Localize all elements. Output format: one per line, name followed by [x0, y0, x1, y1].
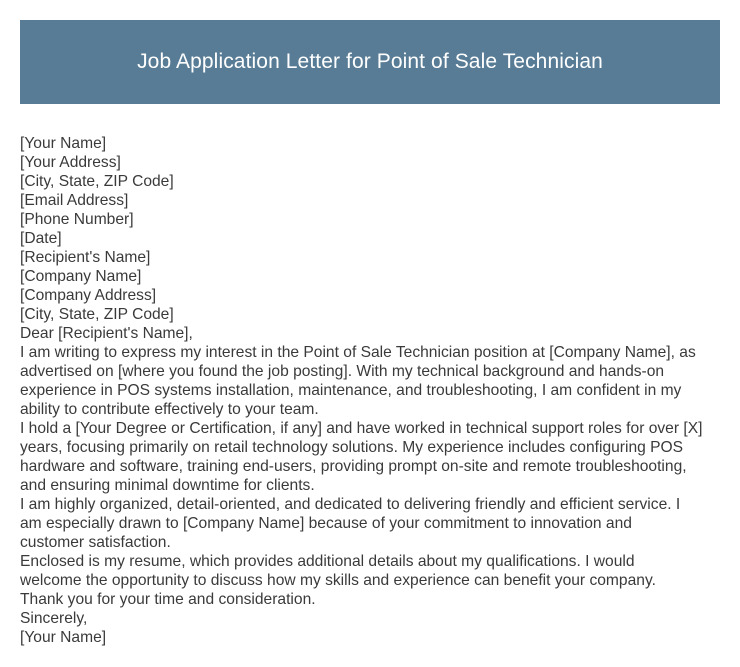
- paragraph-1-line-2: advertised on [where you found the job posting]. With my technical background and hands-on: [20, 363, 665, 380]
- paragraph-3-line-3: customer satisfaction.: [20, 534, 171, 551]
- paragraph-4-line-1: Enclosed is my resume, which provides additional details about my qualifications. I would: [20, 553, 635, 570]
- sender-phone: [Phone Number]: [20, 211, 134, 228]
- page-title: Job Application Letter for Point of Sale Technician: [137, 50, 603, 73]
- paragraph-2-line-1: I hold a [Your Degree or Certification, if any] and have worked in technical support roles for over [X]: [20, 420, 703, 437]
- recipient-name: [Recipient's Name]: [20, 249, 151, 266]
- paragraph-2-line-4: and ensuring minimal downtime for clients.: [20, 477, 315, 494]
- paragraph-3-line-2: am especially drawn to [Company Name] because of your commitment to innovation and: [20, 515, 632, 532]
- recipient-company: [Company Name]: [20, 268, 142, 285]
- sign-off: Sincerely,: [20, 610, 88, 627]
- paragraph-1-line-4: ability to contribute effectively to your team.: [20, 401, 319, 418]
- paragraph-2-line-2: years, focusing primarily on retail technology solutions. My experience includes configuring POS: [20, 439, 684, 456]
- letter-date: [Date]: [20, 230, 62, 247]
- signature-name: [Your Name]: [20, 629, 107, 646]
- sender-city-state-zip: [City, State, ZIP Code]: [20, 173, 174, 190]
- paragraph-1-line-1: I am writing to express my interest in the Point of Sale Technician position at [Company Name], as: [20, 344, 696, 361]
- paragraph-2-line-3: hardware and software, training end-users, providing prompt on-site and remote troubleshooting,: [20, 458, 687, 475]
- recipient-city-state-zip: [City, State, ZIP Code]: [20, 306, 174, 323]
- sender-email: [Email Address]: [20, 192, 129, 209]
- paragraph-3-line-1: I am highly organized, detail-oriented, and dedicated to delivering friendly and efficient service. I: [20, 496, 681, 513]
- salutation: Dear [Recipient's Name],: [20, 325, 193, 342]
- recipient-address: [Company Address]: [20, 287, 157, 304]
- sender-address: [Your Address]: [20, 154, 121, 171]
- title-banner: [20, 20, 720, 104]
- paragraph-1-line-3: experience in POS systems installation, maintenance, and troubleshooting, I am confident in my: [20, 382, 682, 399]
- closing-thanks: Thank you for your time and consideration.: [20, 591, 316, 608]
- letter-body: [20, 134, 725, 647]
- sender-name: [Your Name]: [20, 135, 107, 152]
- paragraph-4-line-2: welcome the opportunity to discuss how my skills and experience can benefit your company.: [20, 572, 656, 589]
